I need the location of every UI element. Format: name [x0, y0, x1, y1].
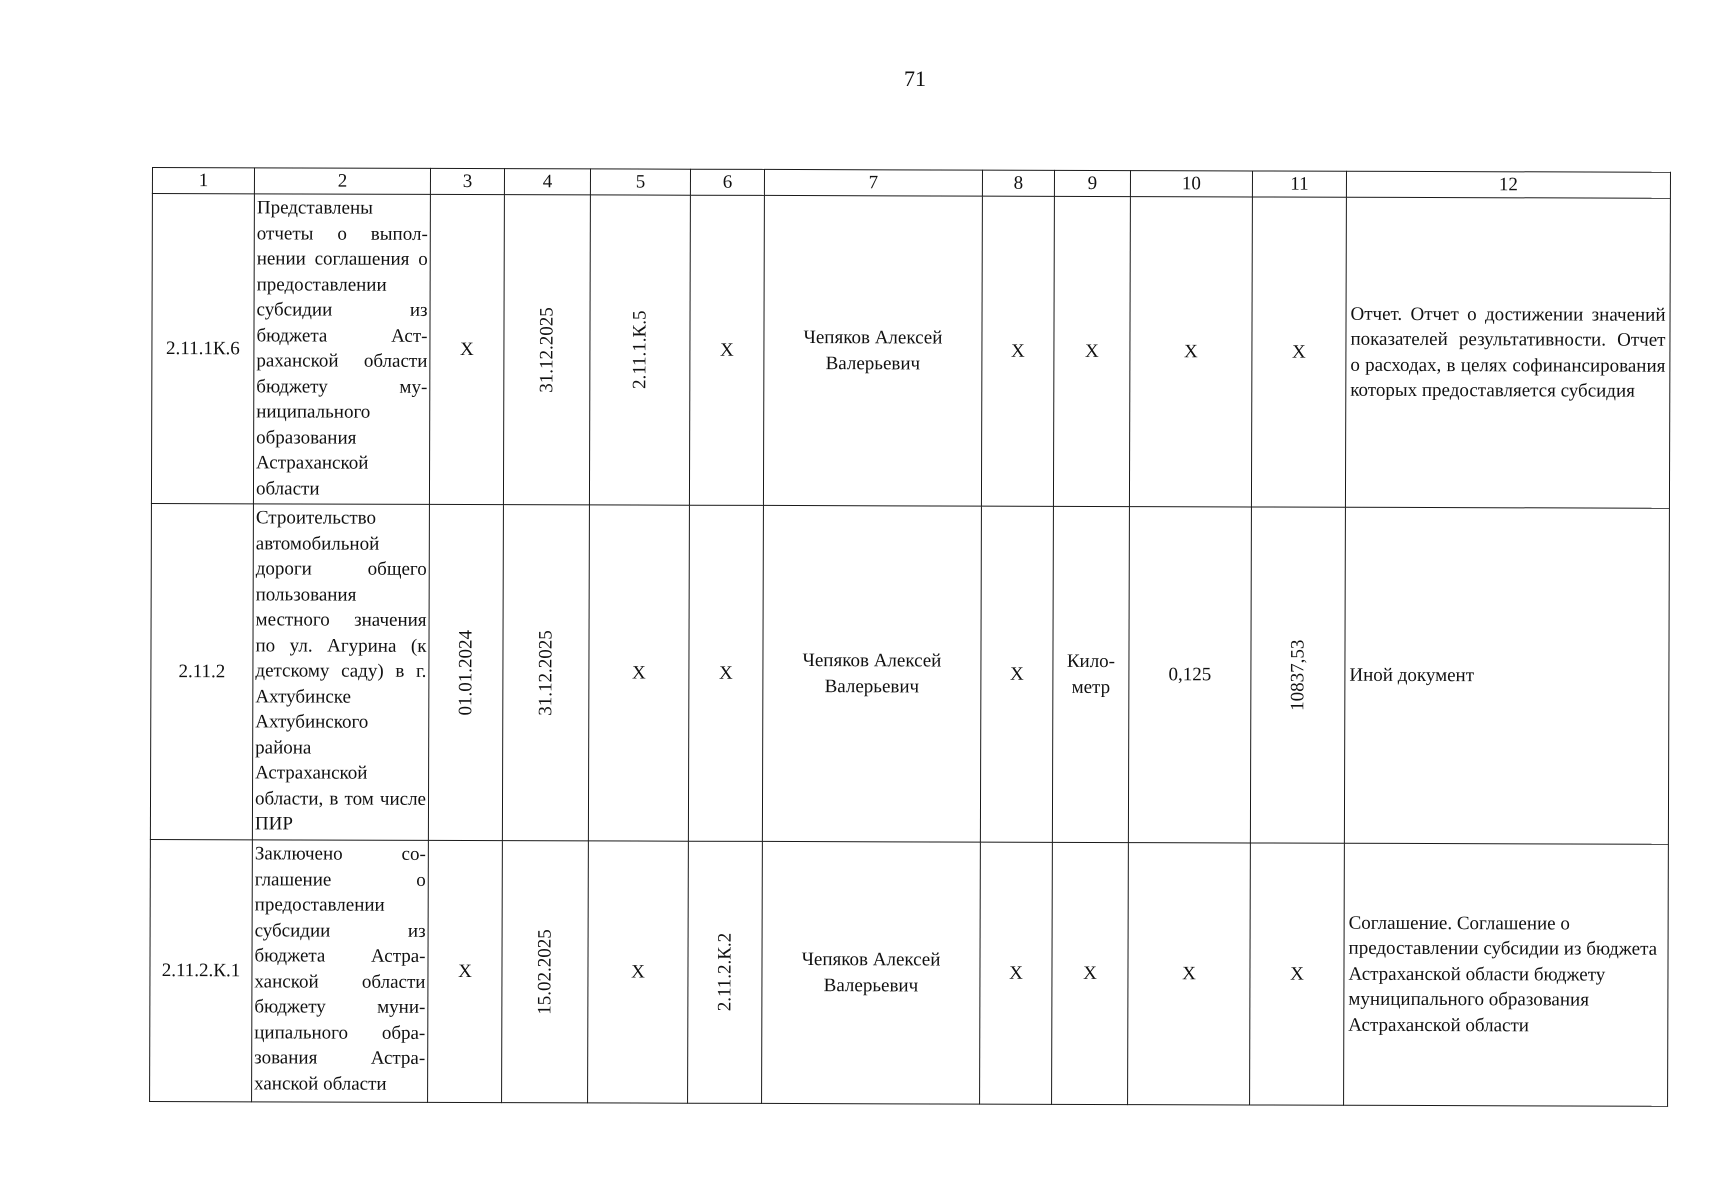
- successor-cell: Х: [688, 505, 763, 841]
- amount-cell: Х: [1251, 197, 1346, 507]
- col8-cell: Х: [981, 196, 1054, 506]
- row-number-cell: 2.11.2: [150, 503, 253, 839]
- predecessor-cell: Х: [588, 841, 689, 1103]
- unit-cell: Километр: [1052, 506, 1129, 842]
- column-header: 4: [504, 169, 590, 195]
- start-date-text: 01.01.2024: [455, 629, 477, 716]
- successor-text: 2.11.2.К.2: [714, 933, 736, 1012]
- column-header: 11: [1252, 171, 1346, 197]
- column-header: 1: [152, 168, 254, 194]
- column-header: 12: [1346, 171, 1670, 198]
- predecessor-cell: [589, 195, 690, 505]
- plan-table: [149, 167, 1671, 1107]
- description-cell: Заключено соглашение о предоставлении субсидии из бюджета Астраханской области бюджету муниципального образования Астраханской области: [252, 840, 429, 1103]
- predecessor-cell: Х: [588, 505, 689, 841]
- row-number-cell: 2.11.2.К.1: [150, 839, 253, 1101]
- start-date-cell: Х: [428, 840, 503, 1102]
- column-header: 9: [1054, 170, 1130, 196]
- row-number-cell: 2.11.1К.6: [151, 194, 254, 504]
- value-cell: 0,125: [1128, 507, 1251, 843]
- amount-cell: Х: [1250, 843, 1345, 1105]
- responsible-cell: Чепяков Алексей Валерьевич: [762, 841, 981, 1104]
- unit-cell: Х: [1052, 842, 1129, 1104]
- page-number: 71: [904, 66, 926, 91]
- end-date-cell: [503, 195, 590, 505]
- column-header: 2: [254, 168, 430, 195]
- value-cell: Х: [1129, 197, 1252, 507]
- successor-cell: Х: [689, 195, 764, 505]
- unit-cell: Х: [1053, 196, 1130, 506]
- end-date-cell: [502, 841, 589, 1103]
- successor-cell: [688, 841, 763, 1103]
- table-row: [150, 839, 1669, 1106]
- column-header: 8: [982, 170, 1054, 196]
- description-cell: Представлены отчеты о выполнении соглашения о предоставлении субсидии из бюджета Астраханской области бюджету муниципального образования Астраханской области: [253, 194, 430, 505]
- end-date-text: 31.12.2025: [535, 629, 557, 716]
- col8-cell: Х: [980, 842, 1053, 1104]
- column-header: 10: [1130, 171, 1252, 197]
- end-date-cell: [502, 505, 589, 841]
- table-row: [150, 503, 1669, 844]
- amount-cell: [1250, 507, 1345, 843]
- value-cell: Х: [1128, 843, 1251, 1105]
- amount-text: 10837,53: [1287, 639, 1309, 711]
- document-cell: Иной документ: [1344, 507, 1669, 844]
- start-date-cell: [428, 504, 503, 840]
- predecessor-text: 2.11.1.К.5: [629, 310, 651, 390]
- column-header: 3: [430, 168, 504, 194]
- responsible-cell: Чепяков Алексей Валерьевич: [762, 505, 981, 842]
- column-header: 7: [764, 169, 982, 196]
- column-header: 6: [690, 169, 764, 195]
- end-date-text: 31.12.2025: [536, 306, 558, 393]
- document-cell: Отчет. Отчет о достижении значений показателей результативности. Отчет о расходах, в целях софинансирования которых предоставляется субсидия: [1345, 197, 1670, 508]
- table-row: [151, 194, 1670, 509]
- start-date-cell: Х: [429, 194, 504, 504]
- end-date-text: 15.02.2025: [534, 928, 556, 1015]
- col8-cell: Х: [980, 506, 1053, 842]
- responsible-cell: Чепяков Алексей Валерьевич: [763, 195, 982, 506]
- description-cell: Строительство автомобильной дороги общего пользования местного значения по ул. Агурина (к детскому саду) в г. Ахтубинске Ахтубинского района Астраханской области, в том числе ПИР: [252, 504, 429, 841]
- document-cell: Соглашение. Соглашение о предоставлении субсидии из бюджета Астраханской области бюджету муниципального образования Астраханской области: [1344, 843, 1669, 1106]
- column-header: 5: [590, 169, 690, 195]
